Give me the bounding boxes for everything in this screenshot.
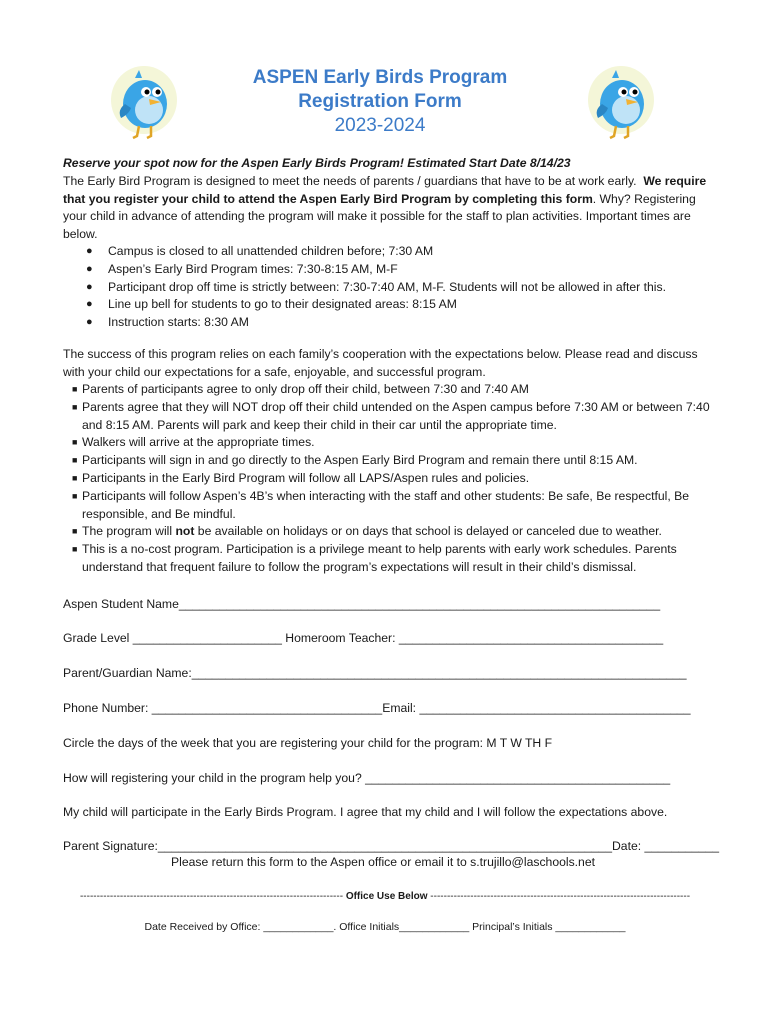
list-item — [72, 452, 722, 470]
agreement-statement: My child will participate in the Early Birds Program. I agree that my child and I will follow the expectations above. — [63, 805, 668, 819]
list-item — [72, 523, 722, 541]
parent-name-field[interactable]: Parent/Guardian Name:_________________________________________________________________________ — [63, 666, 687, 680]
important-times-list — [86, 243, 726, 332]
divider-dashes: ------------------------------------------------------------------------------- — [79, 891, 344, 902]
intro-text: The Early Bird Program is designed to meet the needs of parents / guardians that have to be at work early. — [63, 173, 637, 188]
bullet-icon: ● — [86, 245, 93, 257]
list-item-text: Campus is closed to all unattended children before; 7:30 AM — [108, 244, 434, 258]
square-bullet-icon: ■ — [72, 544, 78, 555]
list-item-text: Parents agree that they will NOT drop off their child untended on the Aspen campus before 7:30 AM or between 7:40 and 8:15 AM. Parents will park and keep their child in their car until the appropriate time. — [82, 399, 710, 432]
list-item — [86, 279, 726, 297]
square-bullet-icon: ■ — [72, 437, 78, 448]
list-item — [72, 381, 722, 399]
registration-requirement: We require that you register your child to attend the Aspen Early Bird Program by completing this form — [63, 173, 707, 206]
office-use-fields: Date Received by Office: ____________. Office Initials____________ Principal’s Initials ____________ — [144, 921, 626, 933]
grade-homeroom-field[interactable]: Grade Level ______________________ Homeroom Teacher: _______________________________________ — [63, 631, 664, 645]
square-bullet-icon: ■ — [72, 384, 78, 394]
list-item-text: The program will — [82, 524, 176, 539]
divider-dashes: ------------------------------------------------------------------------------ — [430, 891, 691, 902]
list-item-text: Participants will sign in and go directly to the Aspen Early Bird Program and remain there until 8:15 AM. — [82, 453, 638, 468]
square-bullet-icon: ■ — [72, 401, 78, 412]
list-item — [72, 541, 722, 577]
days-selection-field[interactable]: Circle the days of the week that you are registering your child for the program: M T W TH F — [63, 736, 553, 750]
program-title: ASPEN Early Birds Program — [252, 67, 508, 88]
bullet-icon: ● — [86, 262, 93, 275]
signature-date-field[interactable]: Parent Signature:___________________________________________________________________Date: ___________ — [63, 839, 720, 853]
bluebird-mascot-icon — [109, 64, 179, 144]
list-item-text: Line up bell for students to go to their designated areas: 8:15 AM — [108, 297, 457, 312]
list-item — [72, 399, 722, 435]
phone-email-field[interactable]: Phone Number: __________________________________Email: ________________________________________ — [63, 701, 691, 715]
square-bullet-icon: ■ — [72, 490, 78, 501]
bullet-icon: ● — [86, 316, 93, 329]
expectations-list — [72, 381, 722, 577]
office-use-label: Office Use Below — [345, 891, 428, 902]
list-item — [72, 434, 722, 452]
square-bullet-icon: ■ — [72, 455, 78, 466]
form-title-block — [180, 66, 580, 138]
list-item-text: Parents of participants agree to only drop off their child, between 7:30 and 7:40 AM — [82, 382, 529, 396]
square-bullet-icon: ■ — [72, 526, 78, 537]
bluebird-mascot-icon — [586, 64, 656, 144]
list-item-text: Instruction starts: 8:30 AM — [108, 315, 249, 330]
program-help-field[interactable]: How will registering your child in the program help you? _____________________________________________ — [63, 771, 671, 785]
bullet-icon: ● — [86, 298, 93, 311]
list-item-text: Participants in the Early Bird Program will follow all LAPS/Aspen rules and policies. — [82, 470, 530, 485]
student-name-field[interactable]: Aspen Student Name_______________________________________________________________________ — [63, 597, 661, 611]
list-item-text: Participants will follow Aspen’s 4B’s when interacting with the staff and other students: Be safe, Be respectful, Be responsible, and Be mindful. — [82, 488, 690, 521]
list-item-text: Participant drop off time is strictly between: 7:30-7:40 AM, M-F. Students will not be allowed in after this. — [108, 279, 666, 294]
list-item — [86, 261, 726, 279]
school-year: 2023-2024 — [334, 115, 426, 136]
square-bullet-icon: ■ — [72, 472, 78, 483]
intro-paragraph — [63, 173, 713, 244]
list-item-text: Walkers will arrive at the appropriate times. — [82, 435, 315, 450]
start-date-notice: Reserve your spot now for the Aspen Early Birds Program! Estimated Start Date 8/14/23 — [63, 156, 571, 170]
intro-text-rest: . Why? Registering your child in advance of attending the program will make it possible for the staff to plan activities. Important times are below. — [63, 191, 696, 242]
intro-section — [63, 155, 713, 244]
emphasis-not: not — [175, 524, 195, 539]
success-paragraph: The success of this program relies on each family’s cooperation with the expectations below. Please read and discuss with your child our expectations for a safe, enjoyable, and successful program. — [63, 347, 698, 379]
bullet-icon: ● — [86, 280, 93, 293]
list-item — [72, 470, 722, 488]
list-item-text: Aspen’s Early Bird Program times: 7:30-8:15 AM, M-F — [108, 261, 398, 276]
office-use-divider — [63, 891, 707, 902]
list-item — [86, 243, 726, 261]
form-subtitle: Registration Form — [298, 91, 462, 112]
list-item — [86, 314, 726, 332]
return-instructions: Please return this form to the Aspen office or email it to s.trujillo@laschools.net — [170, 855, 595, 869]
list-item-text: This is a no-cost program. Participation is a privilege meant to help parents with early work schedules. Parents understand that frequent failure to follow the program’s expectations will result in their child’s dismissal. — [82, 542, 677, 574]
list-item — [72, 488, 722, 524]
list-item-text: be available on holidays or on days that school is delayed or canceled due to weather. — [194, 524, 662, 539]
list-item — [86, 296, 726, 314]
